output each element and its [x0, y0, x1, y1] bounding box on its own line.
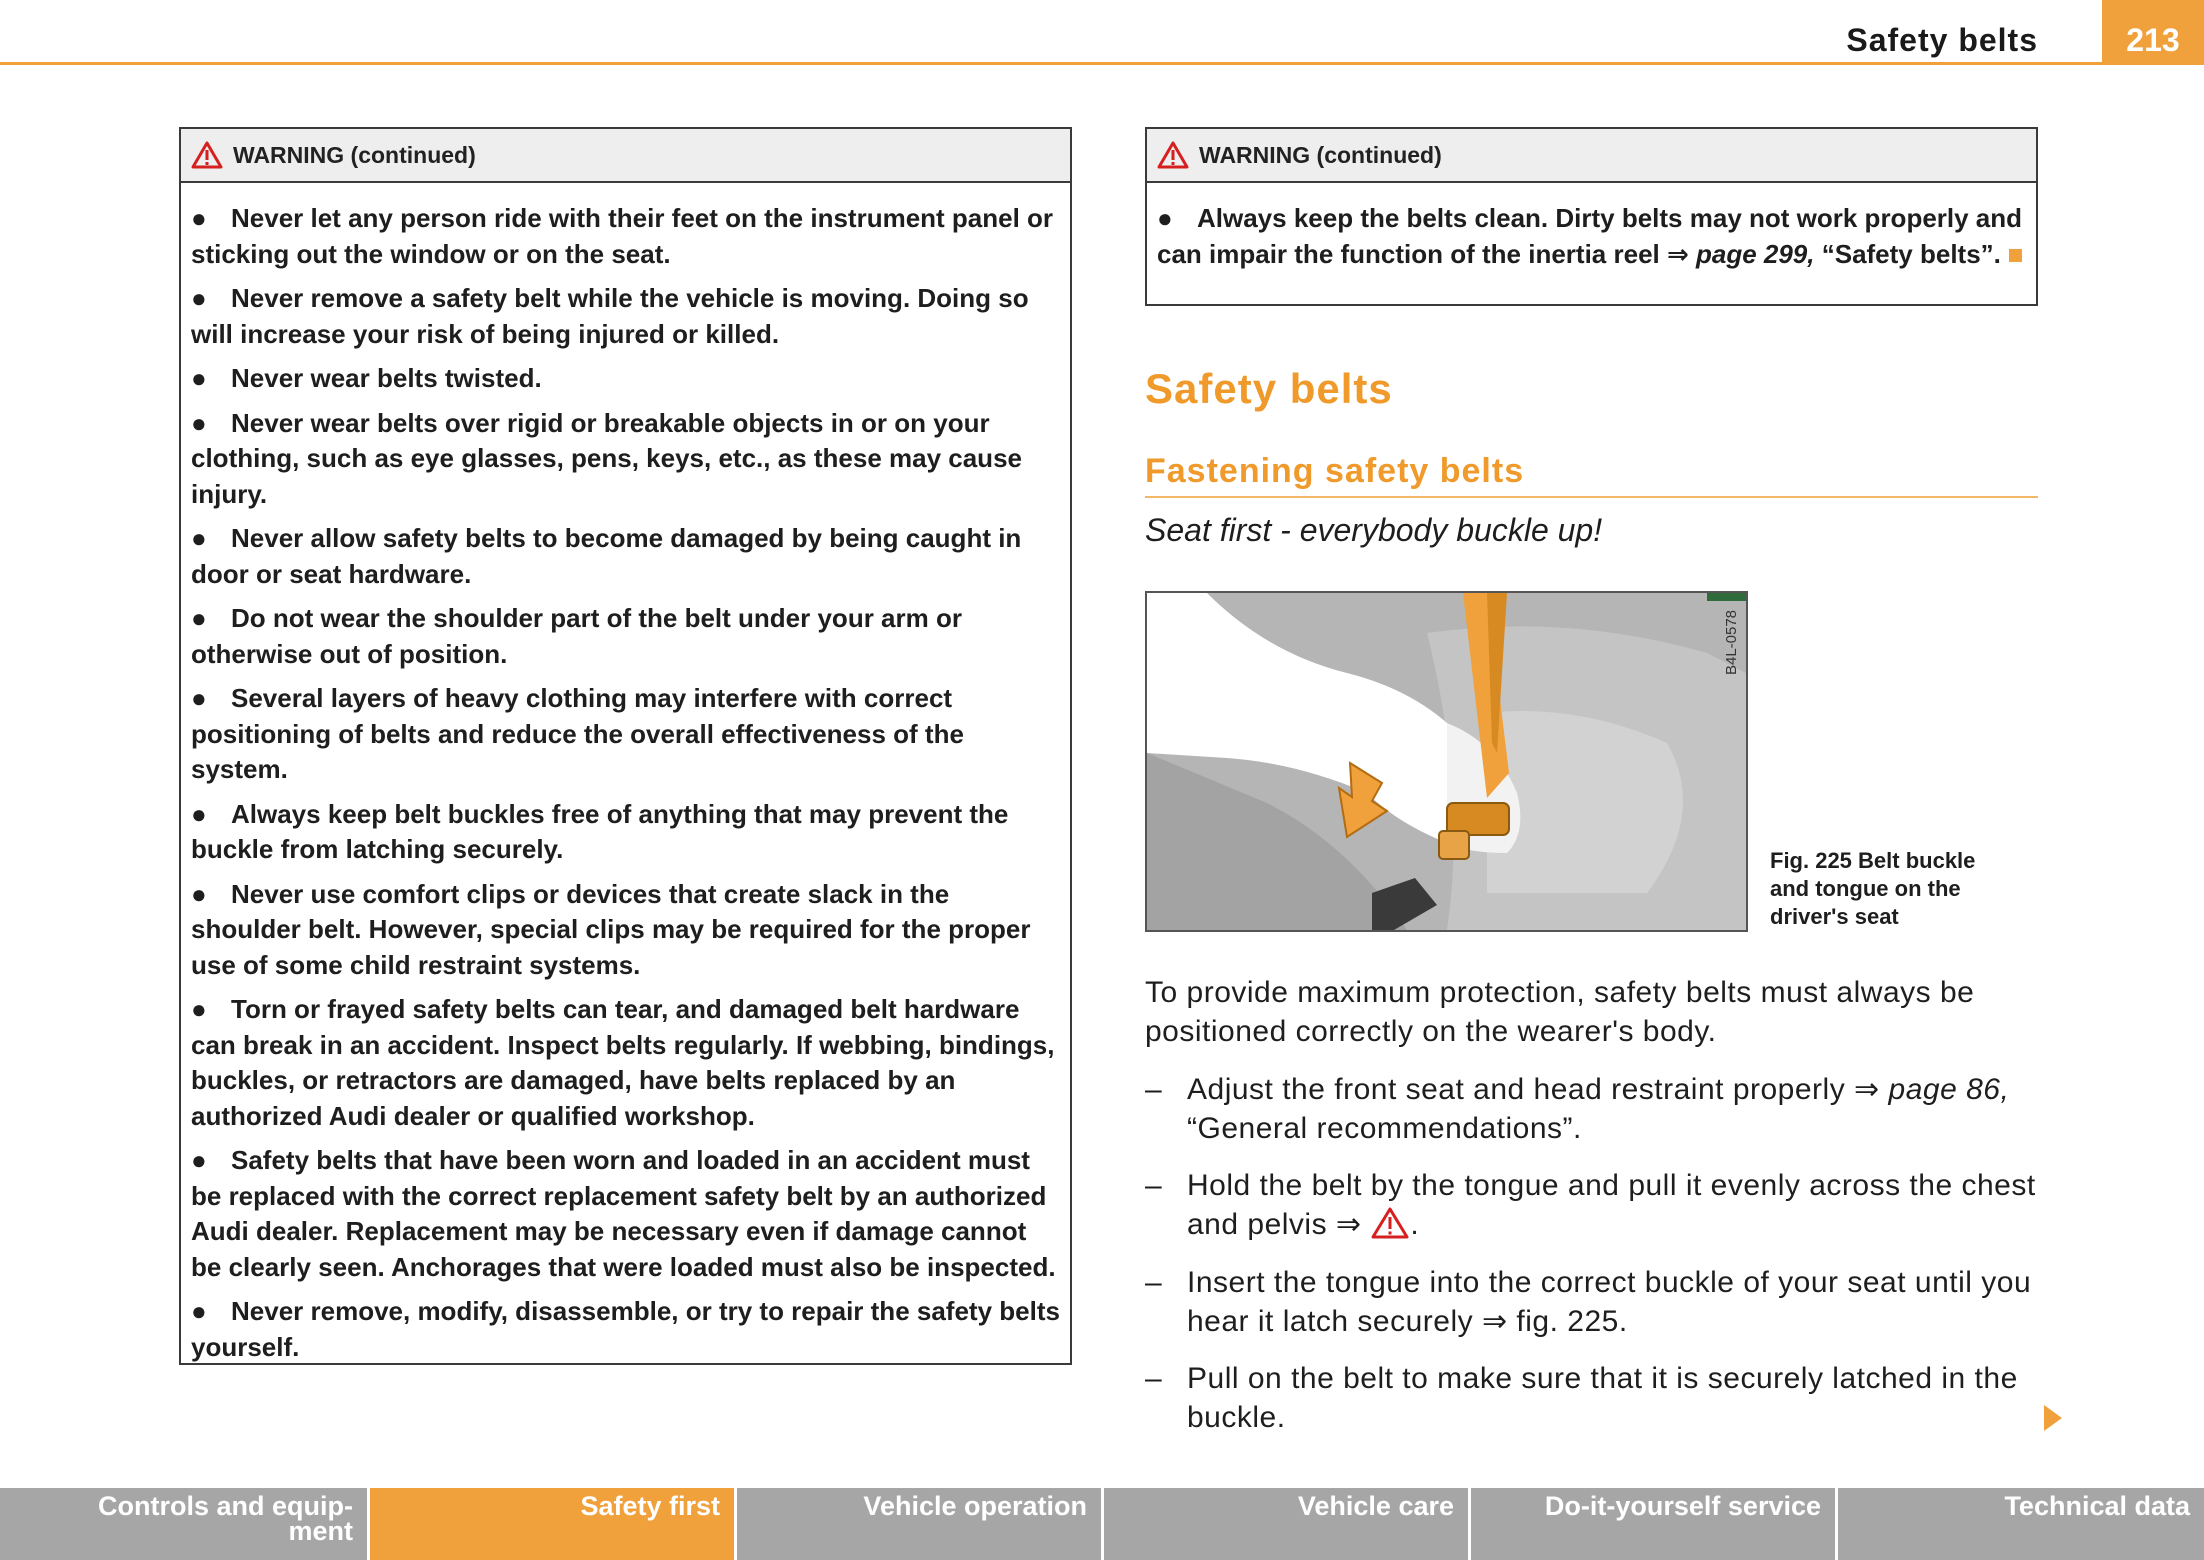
warning-bullet: ● Several layers of heavy clothing may interfere with correct positioning of belts and reduce the overall effectiveness of the system.: [191, 683, 964, 784]
figure-caption: Fig. 225 Belt buckle and tongue on the driver's seat: [1770, 848, 1976, 929]
bullet-dot-icon: ●: [191, 203, 207, 233]
warning-title: WARNING (continued): [1199, 141, 1442, 168]
warning-body: [181, 183, 1070, 1382]
bullet-dot-icon: ●: [191, 1145, 207, 1175]
page-link[interactable]: page 299,: [1695, 238, 1815, 269]
nav-tab-safety-first[interactable]: Safety first: [370, 1488, 737, 1560]
warning-bullet: ● Do not wear the shoulder part of the belt under your arm or otherwise out of position.: [191, 603, 962, 669]
subsection-rule: [1145, 496, 2038, 498]
bullet-dot-icon: ●: [191, 523, 207, 553]
bullet-dot-icon: ●: [191, 798, 207, 829]
step-dash: –: [1145, 1073, 1163, 1106]
warning-bullet: ● Always keep the belts clean. Dirty belts may not work properly and can impair the function of the inertia reel ⇒ page 299, “Safety belts”.: [1157, 203, 2023, 269]
nav-tab-vehicle-care[interactable]: Vehicle care: [1104, 1488, 1471, 1560]
illustration-svg: [1147, 593, 1746, 930]
warning-triangle-icon: [1157, 141, 1189, 169]
warning-box-left: [179, 127, 1072, 1365]
warning-bullet: ● Never let any person ride with their feet on the instrument panel or sticking out the window or on the seat.: [191, 203, 1054, 269]
step-dash: –: [1145, 1169, 1163, 1202]
subsection-title: Fastening safety belts: [1145, 452, 1525, 490]
warning-header: [181, 129, 1070, 183]
footer-nav: [0, 1488, 2204, 1560]
intro-paragraph: To provide maximum protection, safety belts must always be positioned correctly on the wearer's body.: [1145, 976, 1975, 1048]
warning-box-right: [1145, 127, 2038, 306]
bullet-dot-icon: ●: [1157, 203, 1173, 233]
warning-body: [1147, 183, 2036, 289]
end-of-section-icon: [2009, 249, 2022, 262]
step-dash: –: [1145, 1266, 1163, 1299]
warning-header: [1147, 129, 2036, 183]
warning-bullet: ● Never wear belts over rigid or breakable objects in or on your clothing, such as eye glasses, pens, keys, etc., as these may cause injury.: [191, 407, 1022, 509]
next-page-arrow-icon[interactable]: [2044, 1405, 2062, 1431]
bullet-dot-icon: ●: [191, 994, 207, 1024]
instruction-step: – Hold the belt by the tongue and pull it evenly across the chest and pelvis ⇒ .: [1145, 1166, 2045, 1244]
bullet-dot-icon: ●: [191, 878, 207, 909]
step-dash: –: [1145, 1362, 1163, 1395]
section-title: Safety belts: [1145, 365, 1393, 412]
warning-title: WARNING (continued): [233, 141, 476, 168]
nav-tab-diy-service[interactable]: Do-it-yourself service: [1471, 1488, 1838, 1560]
bullet-dot-icon: ●: [191, 683, 207, 713]
page-link[interactable]: page 86,: [1888, 1073, 2010, 1106]
warning-bullet: ● Torn or frayed safety belts can tear, and damaged belt hardware can break in an accident. Inspect belts regularly. If webbing, bindings, buckles, or retractors are damaged, have belts replaced by an authorized Audi dealer or qualified workshop.: [191, 994, 1055, 1131]
tagline: Seat first - everybody buckle up!: [1145, 512, 1603, 548]
header-rule: [0, 62, 2204, 65]
nav-tab-vehicle-operation[interactable]: Vehicle operation: [737, 1488, 1104, 1560]
nav-tab-controls[interactable]: Controls and equip- ment: [0, 1488, 370, 1560]
warning-bullet: ● Always keep belt buckles free of anything that may prevent the buckle from latching securely.: [191, 798, 1009, 864]
bullet-dot-icon: ●: [191, 283, 207, 313]
bullet-dot-icon: ●: [191, 603, 207, 633]
instruction-step: – Adjust the front seat and head restraint properly ⇒ page 86, “General recommendations”.: [1145, 1070, 2045, 1148]
bullet-dot-icon: ●: [191, 1296, 207, 1326]
nav-tab-technical-data[interactable]: Technical data: [1838, 1488, 2204, 1560]
figure-code: B4L-0578: [1723, 609, 1741, 675]
warning-bullet: ● Safety belts that have been worn and loaded in an accident must be replaced with the correct replacement safety belt by an authorized Audi dealer. Replacement may be necessary even if damage cannot be clearly seen. Anchorages that were loaded must also be inspected.: [191, 1145, 1056, 1282]
warning-bullet: ● Never remove a safety belt while the vehicle is moving. Doing so will increase your risk of being injured or killed.: [191, 283, 1029, 349]
warning-bullet: ● Never allow safety belts to become damaged by being caught in door or seat hardware.: [191, 523, 1022, 589]
belt-buckle-illustration: [1145, 591, 1748, 932]
running-header-title: Safety belts: [1846, 22, 2038, 58]
bullet-dot-icon: ●: [191, 407, 207, 438]
warning-bullet: ● Never wear belts twisted.: [191, 361, 1060, 397]
page-number: 213: [2102, 0, 2204, 65]
warning-bullet: ● Never remove, modify, disassemble, or try to repair the safety belts yourself.: [191, 1296, 1060, 1362]
warning-bullet: ● Never use comfort clips or devices that create slack in the shoulder belt. However, special clips may be required for the proper use of some child restraint systems.: [191, 878, 1031, 980]
bullet-dot-icon: ●: [191, 363, 207, 393]
instruction-step: – Insert the tongue into the correct buckle of your seat until you hear it latch securely ⇒ fig. 225.: [1145, 1263, 2045, 1341]
instruction-step: – Pull on the belt to make sure that it is securely latched in the buckle.: [1145, 1359, 2045, 1437]
warning-triangle-icon[interactable]: [1370, 1206, 1410, 1240]
warning-triangle-icon: [191, 141, 223, 169]
